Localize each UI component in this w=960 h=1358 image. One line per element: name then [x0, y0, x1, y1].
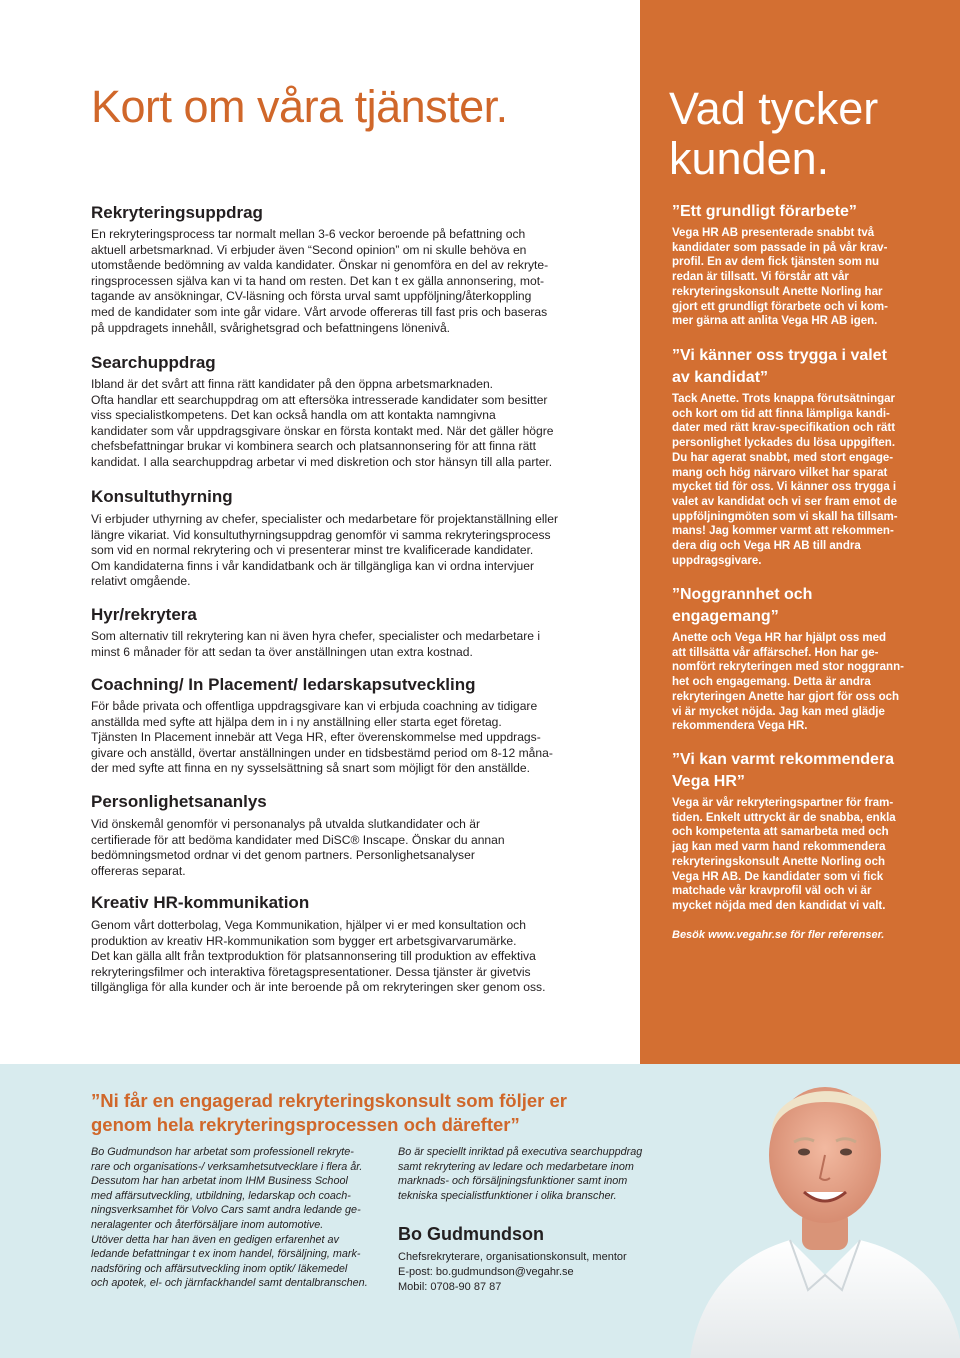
testimonials-title: Vad tycker kunden. — [669, 83, 879, 184]
consultant-photo — [680, 1040, 960, 1358]
testimonial-heading: ”Ett grundligt förarbete” — [672, 203, 857, 220]
section-heading-konsultuthyrning: Konsultuthyrning — [91, 487, 233, 506]
testimonial-text: Anette och Vega HR har hjälpt oss med att tillsätta vår affärschef. Hon har ge- nomfört rekryteringen med stor noggrann- het och engagemang. Detta är andra rekryteringen Anette har gjort för oss och vi är mycket nöjda. Jag kan med glädje rekommendera Vega HR. — [672, 632, 904, 733]
testimonial-text: Vega HR AB presenterade snabbt två kandidater som passade in på vår krav- profil. En av dem fick tjänsten som nu redan är tillsatt. Vi förstår att vår rekryteringskonsult Anette Norling har gjort ett grundligt förarbete och vi kom- mer gärna att anlita Vega HR AB igen. — [672, 227, 888, 328]
consultant-bio-left: Bo Gudmundson har arbetat som professionell rekryte- rare och organisations-/ verksamhetsutvecklare i flera år. Dessutom har han arbetat inom IHM Business School med affärsutveckling, utbildning, ledarskap och coach- ningsverksamhet för Volvo Cars samt andra ledande ge- neralagenter och återförsäljare inom automotive. Utöver detta har han även en gedigen erfarenhet av ledande befattningar t ex inom handel, försäljning, mark- nadsföring och affärsutveckling inom optik/ läkemedel och apotek, el- och järnfackhandel samt dentalbranschen. — [91, 1146, 368, 1290]
consultant-email[interactable]: E-post: bo.gudmundson@vegahr.se — [398, 1266, 574, 1278]
section-heading-kreativ-hr: Kreativ HR-kommunikation — [91, 893, 310, 912]
section-text-personlighetsanalys: Vid önskemål genomför vi personanalys på utvalda slutkandidater och är certifierade för att bedöma kandidater med DiSC® Inscape. Önskar du annan bedömningsmetod ordnar vi det genom partners. Personlighetsanalyser offereras separat. — [91, 817, 505, 878]
section-text-konsultuthyrning: Vi erbjuder uthyrning av chefer, specialister och medarbetare för projektanställning eller längre vikariat. Vid konsultuthyrningsuppdrag genomför vi samma rekryteringsprocess som vid en normal rekrytering och vi presenterar minst tre kvalificerade kandidater. Om kandidaterna finns i vår kandidatbank och är tillgängliga kan vi ordna intervjuer relativt omgående. — [91, 512, 558, 589]
references-link[interactable]: Besök www.vegahr.se för fler referenser. — [672, 929, 885, 941]
section-text-coachning: För både privata och offentliga uppdragsgivare kan vi erbjuda coachning av tidigare anställda med syfte att hjälpa dem in i ny anställning eller starta eget företag. Tjänsten In Placement innebär att Vega HR, efter överenskommelse med uppdrags- givare och anställd, övertar anställningen under en tidsbestämd period om 8-12 måna- der med syfte att finna en ny sysselsättning så snart som möjligt för den anställde. — [91, 699, 553, 776]
section-heading-hyr-rekrytera: Hyr/rekrytera — [91, 605, 197, 624]
testimonial-heading: ”Noggrannhet och engagemang” — [672, 586, 813, 625]
testimonial-heading: ”Vi kan varmt rekommendera Vega HR” — [672, 751, 895, 790]
section-text-kreativ-hr: Genom vårt dotterbolag, Vega Kommunikation, hjälper vi er med konsultation och produktion av kreativ HR-kommunikation som bygger ert arbetsgivarvarumärke. Det kan gälla allt från textproduktion för platsannonsering till produktion av effektiva rekryteringsfilmer och interaktiva företagspresentationer. Dessa tjänster är givetvis tillgängliga för alla kunder och är inte beroende på om rekryteringen sker genom oss. — [91, 918, 546, 995]
section-heading-searchuppdrag: Searchuppdrag — [91, 353, 216, 372]
testimonial-text: Tack Anette. Trots knappa förutsätningar och kort om tid att finna lämpliga kandi- dater med rätt krav-specifikation och rätt personlighet lyckades du lösa uppgiften. Du har agerat snabbt, med stort engage- mang och hög närvaro vilket har sparat mycket tid för oss. Vi känner oss trygga i valet av kandidat och vi ser fram emot de uppföljningmöten som vi skall ha tillsam- mans! Jag kommer varmt att rekommen- dera dig och Vega HR AB till andra uppdragsgivare. — [672, 393, 898, 567]
section-text-rekryteringsuppdrag: En rekryteringsprocess tar normalt mellan 3-6 veckor beroende på befattning och aktuell arbetsmarknad. Vi erbjuder även “Second opinion” om ni skulle behöva en utomstående bedömning av valda kandidater. Önskar ni genomföra en del av rekryte- ringsprocessen själva kan vi ta hand om resten. Det kan t ex gälla annonsering, mot- tagande av ansökningar, CV-läsning och första urval samt uppföljning/återkoppling med de kandidater som inte går vidare. Vårt arvode offereras till fast pris och baseras på uppdragets innehåll, svårighetsgrad och befattningens lönenivå. — [91, 227, 549, 335]
section-text-searchuppdrag: Ibland är det svårt att finna rätt kandidater på den öppna arbetsmarknaden. Ofta handlar ett searchuppdrag om att eftersöka intresserade kandidater som besitter viss specialistkompetens. Det kan också handla om att kontakta namngivna kandidater som vår uppdragsgivare önskar en första kontakt med. När det gäller högre chefsbefattningar brukar vi kombinera search och platsannonsering för att finna rätt kandidat. I alla searchuppdrag arbetar vi med diskretion och stor hänsyn till alla parter. — [91, 377, 554, 469]
section-heading-rekryteringsuppdrag: Rekryteringsuppdrag — [91, 203, 263, 222]
consultant-name: Bo Gudmundson — [398, 1224, 544, 1244]
section-text-hyr-rekrytera: Som alternativ till rekrytering kan ni även hyra chefer, specialister och medarbetare i minst 6 månader för att sedan ta över anställningen utan extra kostnad. — [91, 629, 541, 659]
consultant-contact — [398, 1250, 627, 1295]
consultant-phone: Mobil: 0708-90 87 87 — [398, 1281, 502, 1293]
section-heading-coachning: Coachning/ In Placement/ ledarskapsutveckling — [91, 675, 476, 694]
consultant-bio-right: Bo är speciellt inriktad på executiva searchuppdrag samt rekrytering av ledare och medarbetare inom marknads- och försäljningsfunktioner samt inom tekniska specialistfunktioner i olika branscher. — [398, 1146, 643, 1202]
section-heading-personlighetsanalys: Personlighetsananlys — [91, 792, 267, 811]
page-title: Kort om våra tjänster. — [91, 81, 508, 132]
testimonial-heading: ”Vi känner oss trygga i valet av kandidat” — [672, 347, 887, 386]
consultant-quote: ”Ni får en engagerad rekryteringskonsult som följer er genom hela rekryteringsprocessen och därefter” — [91, 1090, 568, 1135]
testimonial-text: Vega är vår rekryteringspartner för fram- tiden. Enkelt uttryckt är de snabba, enkla och kompetenta att samarbeta med och jag kan med varm hand rekommendera rekryteringskonsult Anette Norling och Vega HR AB. De kandidater som vi fick matchade vår kravprofil väl och vi är mycket nöjda med den kandidat vi valt. — [672, 797, 896, 912]
consultant-title: Chefsrekryterare, organisationskonsult, mentor — [398, 1251, 627, 1263]
